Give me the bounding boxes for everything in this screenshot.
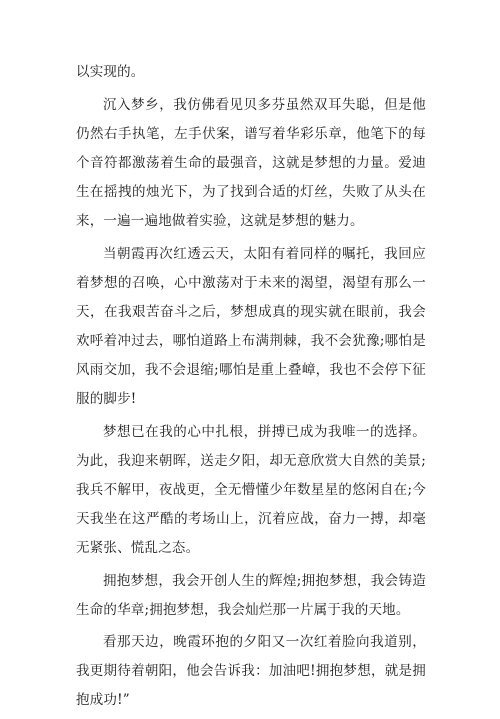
- paragraph-continuation: 以实现的。: [76, 64, 145, 80]
- paragraph-embrace-dream: 拥抱梦想，我会开创人生的辉煌;拥抱梦想，我会铸造生命的华章;拥抱梦想，我会灿烂那一片属于我的天地。: [76, 572, 426, 618]
- paragraph-dream-rooted: 梦想已在我的心中扎根，拼搏已成为我唯一的选择。为此，我迎来朝晖，送走夕阳，却无意欣赏大自然的美景;我兵不解甲，夜战更，全无懵懂少年数星星的悠闲自在;今天我坐在这严酷的考场山上，沉着应战，奋力一搏，却毫无紧张、慌乱之态。: [76, 423, 426, 556]
- paragraph-sunset: 看那天边，晚霞环抱的夕阳又一次红着脸向我道别，我更期待着朝阳，他会告诉我：加油吧!拥抱梦想，就是拥抱成功!”: [76, 634, 426, 709]
- article-body: [76, 58, 426, 719]
- paragraph-dawn-call: 当朝霞再次红透云天，太阳有着同样的嘱托，我回应着梦想的召唤，心中激荡对于未来的渴望，渴望有那么一天，在我艰苦奋斗之后，梦想成真的现实就在眼前，我会欢呼着冲过去，哪怕道路上布满荆棘，我不会犹豫;哪怕是风雨交加，我不会退缩;哪怕是重上叠嶂，我也不会停下征服的脚步!: [76, 245, 426, 408]
- paragraph-beethoven-edison: 沉入梦乡，我仿佛看见贝多芬虽然双耳失聪，但是他仍然右手执笔，左手伏案，谱写着华彩乐章，他笔下的每个音符都激荡着生命的最强音，这就是梦想的力量。爱迪生在摇拽的烛光下，为了找到合适的灯丝，失败了从头在来，一遍一遍地做着实验，这就是梦想的魅力。: [76, 96, 426, 229]
